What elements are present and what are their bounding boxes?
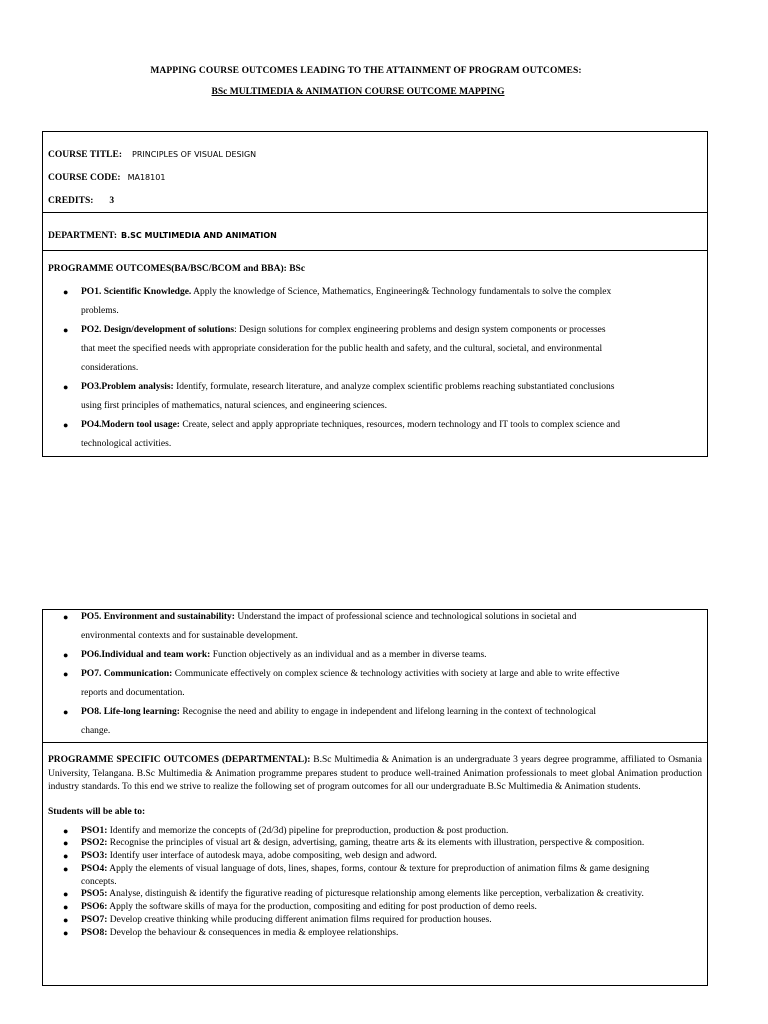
bullet-icon: ● xyxy=(63,420,69,430)
credits-label: CREDITS: xyxy=(48,196,94,206)
department-row xyxy=(43,213,707,251)
course-code-value: MA18101 xyxy=(127,173,166,182)
bullet-icon: ● xyxy=(63,382,69,392)
course-details-row xyxy=(43,132,707,213)
list-item: ● PSO6: Apply the software skills of maya for the production, compositing and editing for post production of demo reels. xyxy=(63,902,537,913)
bullet-icon: ● xyxy=(63,838,69,849)
po-list-2 xyxy=(63,608,703,741)
course-title-value: PRINCIPLES OF VISUAL DESIGN xyxy=(132,150,257,159)
pso-intro xyxy=(43,743,707,795)
bullet-icon: ● xyxy=(63,889,69,900)
list-item: ● PO3.Problem analysis: Identify, formulate, research literature, and analyze complex scientific problems reaching substantiated conclusions using first principles of mathematics, natural sciences, and engineering sciences. xyxy=(81,378,703,416)
list-item: ● PSO7: Develop creative thinking while producing different animation films required for production houses. xyxy=(63,915,492,926)
bullet-icon: ● xyxy=(63,325,69,335)
programme-outcomes-row-continued xyxy=(43,610,707,743)
bullet-icon: ● xyxy=(63,650,69,660)
list-item: ● PO7. Communication: Communicate effectively on complex science & technology activities with society at large and able to write effective reports and documentation. xyxy=(81,665,703,703)
department-line xyxy=(48,225,277,243)
pso-row xyxy=(43,743,707,987)
bullet-icon: ● xyxy=(63,902,69,913)
course-code-label: COURSE CODE: xyxy=(48,173,121,183)
list-item: ● PO4.Modern tool usage: Create, select and apply appropriate techniques, resources, modern technology and IT tools to complex science and technological activities. xyxy=(81,416,703,454)
outcomes-table-continued xyxy=(42,609,708,986)
bullet-icon: ● xyxy=(63,851,69,862)
bullet-icon: ● xyxy=(63,927,69,938)
list-item: ● PO8. Life-long learning: Recognise the need and ability to engage in independent and lifelong learning in the context of technological change. xyxy=(81,703,703,741)
students-label: Students will be able to: xyxy=(48,806,146,817)
course-title-label: COURSE TITLE: xyxy=(48,150,123,160)
bullet-icon: ● xyxy=(63,287,69,297)
bullet-icon: ● xyxy=(63,707,69,717)
course-code-line xyxy=(48,167,165,185)
list-item: ● PSO3: Identify user interface of autodesk maya, adobe compositing, web design and adword. xyxy=(63,851,437,862)
bullet-icon: ● xyxy=(63,825,69,836)
page-title: MAPPING COURSE OUTCOMES LEADING TO THE ATTAINMENT OF PROGRAM OUTCOMES: xyxy=(150,66,582,76)
po-list-1 xyxy=(63,283,703,454)
bullet-icon: ● xyxy=(63,612,69,622)
programme-outcomes-heading: PROGRAMME OUTCOMES(BA/BSC/BCOM and BBA): BSc xyxy=(48,264,306,274)
list-item: ● PSO8: Develop the behaviour & consequences in media & employee relationships. xyxy=(63,927,399,938)
list-item: ● PO2. Design/development of solutions: Design solutions for complex engineering problems and design system components or processes that meet the specified needs with appropriate consideration for the public health and safety, and the cultural, societal, and environmental considerations. xyxy=(81,321,703,378)
list-item: ● PO5. Environment and sustainability: Understand the impact of professional science and technological solutions in societal and environmental contexts and for sustainable development. xyxy=(81,608,703,646)
list-item: ● PSO5: Analyse, distinguish & identify the figurative reading of picturesque relationship among elements like perception, verbalization & creativity. xyxy=(63,889,644,900)
course-title-line xyxy=(48,144,256,162)
bullet-icon: ● xyxy=(63,863,69,874)
credits-line xyxy=(48,190,114,208)
list-item: ● PO6.Individual and team work: Function objectively as an individual and as a member in diverse teams. xyxy=(81,646,703,665)
course-info-table xyxy=(42,131,708,457)
bullet-icon: ● xyxy=(63,915,69,926)
list-item: ● PSO1: Identify and memorize the concepts of (2d/3d) pipeline for preproduction, production & post production. xyxy=(63,825,509,836)
credits-value: 3 xyxy=(109,196,115,206)
list-item: ● PSO2: Recognise the principles of visual art & design, advertising, gaming, theatre arts & its elements with illustration, perspective & composition. xyxy=(63,838,645,849)
pso-intro-text: B.Sc Multimedia & Animation is an undergraduate 3 years degree programme, affiliated to Osmania University, Telangana. B.Sc Multimedia & Animation programme prepares student to produce well-trained Animation professionals to meet global Animation production industry standards. To this end we strive to realize the following set of program outcomes for all our undergraduate B.Sc Multimedia & Animation students. xyxy=(48,755,702,792)
department-value: B.SC MULTIMEDIA AND ANIMATION xyxy=(120,231,277,240)
programme-outcomes-row xyxy=(43,251,707,456)
bullet-icon: ● xyxy=(63,669,69,679)
department-label: DEPARTMENT: xyxy=(48,231,117,241)
pso-list xyxy=(63,825,677,940)
page-subtitle: BSc MULTIMEDIA & ANIMATION COURSE OUTCOME MAPPING xyxy=(211,87,505,97)
pso-heading: PROGRAMME SPECIFIC OUTCOMES (DEPARTMENTAL): xyxy=(48,755,311,765)
list-item: ● PO1. Scientific Knowledge. Apply the knowledge of Science, Mathematics, Engineering& Technology fundamentals to solve the complex problems. xyxy=(81,283,703,321)
list-item: ● PSO4: Apply the elements of visual language of dots, lines, shapes, forms, contour & texture for preproduction of animation films & game designing concepts. xyxy=(63,863,650,887)
